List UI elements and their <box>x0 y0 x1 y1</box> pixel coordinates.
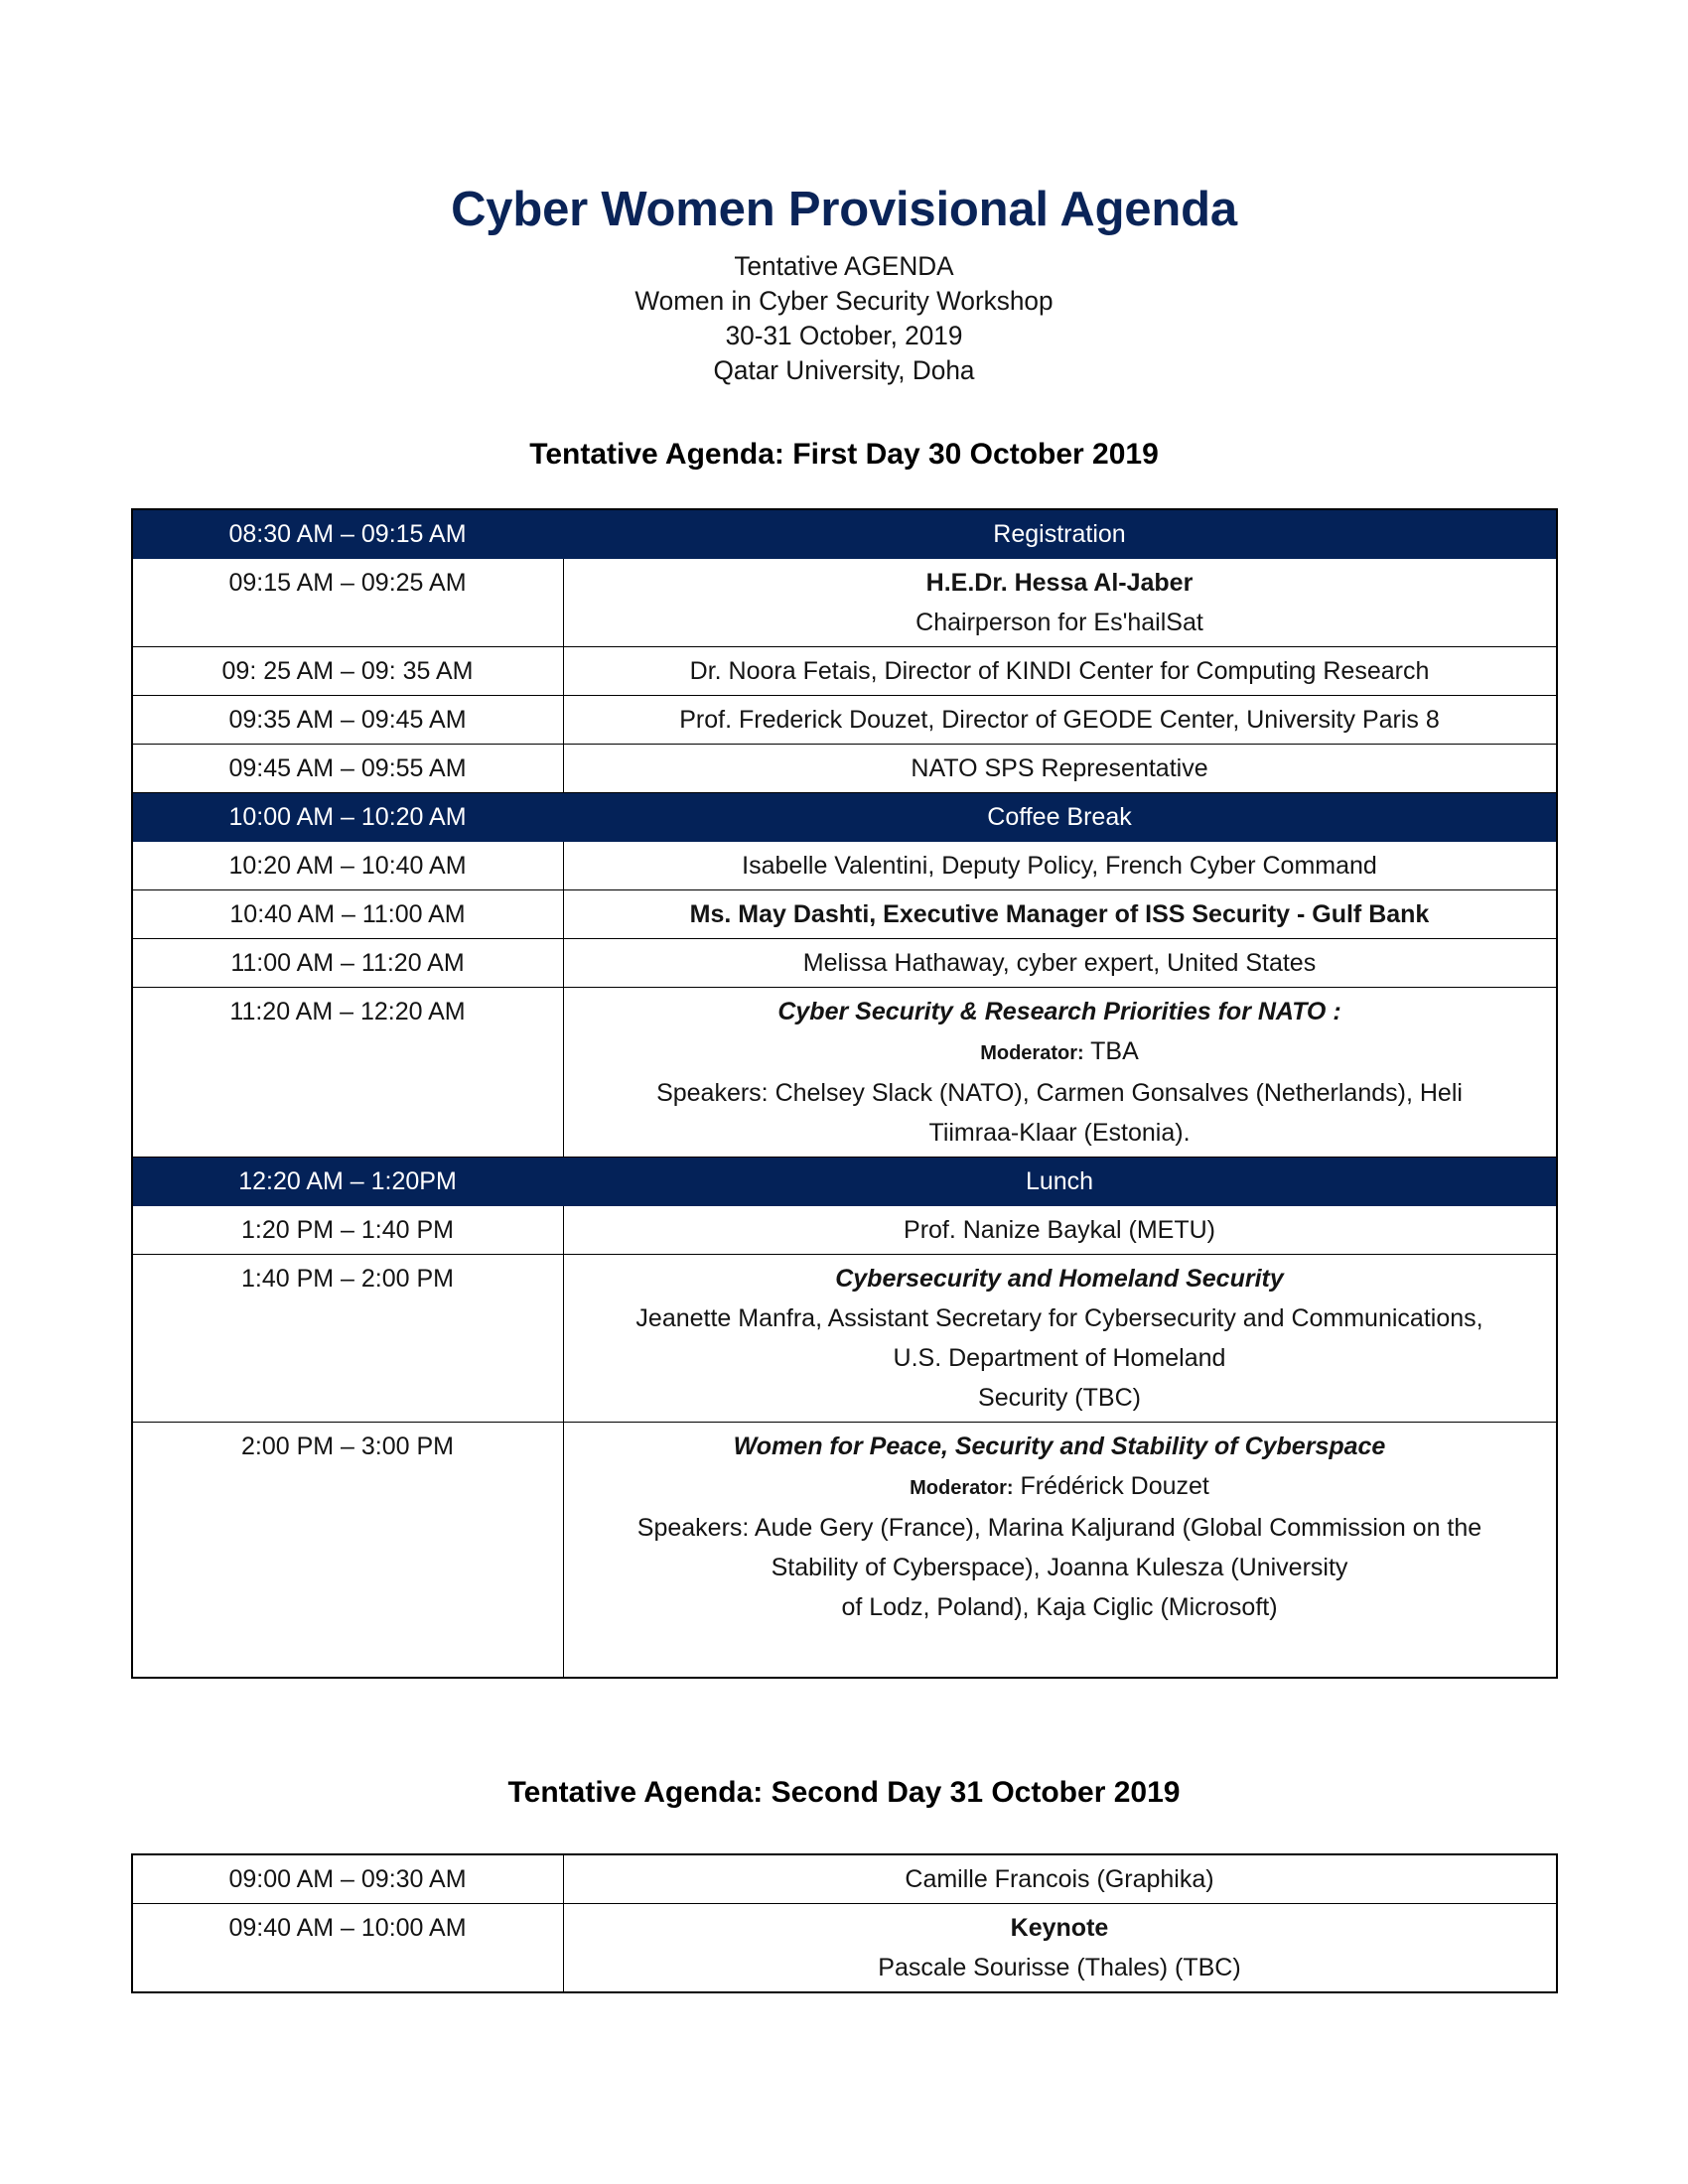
row-description-line: Camille Francois (Graphika) <box>905 1865 1214 1894</box>
row-description-cell <box>563 559 1557 647</box>
row-time-cell: 10:20 AM – 10:40 AM <box>132 842 564 890</box>
row-time-cell: 10:40 AM – 11:00 AM <box>132 890 564 939</box>
row-description-line: Chairperson for Es'hailSat <box>915 609 1203 637</box>
table-row <box>132 1423 1557 1679</box>
row-description-cell <box>563 1206 1557 1255</box>
row-time-cell: 2:00 PM – 3:00 PM <box>132 1423 564 1679</box>
row-description-line: Coffee Break <box>987 803 1132 832</box>
row-time-cell: 11:00 AM – 11:20 AM <box>132 939 564 988</box>
row-description-line: Pascale Sourisse (Thales) (TBC) <box>878 1954 1241 1982</box>
row-description-line: Prof. Frederick Douzet, Director of GEODE Center, University Paris 8 <box>679 706 1440 735</box>
row-description-line: Prof. Nanize Baykal (METU) <box>904 1216 1215 1245</box>
day1-agenda-table <box>131 508 1558 1679</box>
table-row <box>132 939 1557 988</box>
row-description-cell <box>563 1158 1557 1206</box>
row-trailing-space <box>570 1627 1550 1673</box>
row-time-cell: 1:40 PM – 2:00 PM <box>132 1255 564 1423</box>
page-title: Cyber Women Provisional Agenda <box>451 183 1237 236</box>
row-description-line: NATO SPS Representative <box>911 754 1208 783</box>
row-time-cell: 1:20 PM – 1:40 PM <box>132 1206 564 1255</box>
row-description-line: U.S. Department of Homeland <box>893 1344 1226 1373</box>
row-description-cell <box>563 509 1557 559</box>
subtitle-line: 30-31 October, 2019 <box>725 321 963 351</box>
row-time-cell: 09:40 AM – 10:00 AM <box>132 1904 564 1993</box>
row-description-line: Speakers: Chelsey Slack (NATO), Carmen Gonsalves (Netherlands), Heli <box>656 1079 1463 1108</box>
row-description-line: H.E.Dr. Hessa Al-Jaber <box>925 569 1194 598</box>
table-row <box>132 1255 1557 1423</box>
row-time-cell: 08:30 AM – 09:15 AM <box>132 509 564 559</box>
day1-table-body <box>132 509 1557 1678</box>
row-description-line: Stability of Cyberspace), Joanna Kulesza (University <box>771 1554 1348 1582</box>
row-description-cell <box>563 793 1557 842</box>
table-row <box>132 1854 1557 1904</box>
day2-heading-wrap <box>0 1679 1688 1810</box>
row-description-cell <box>563 988 1557 1158</box>
subtitle-block <box>0 249 1688 388</box>
table-row <box>132 647 1557 696</box>
row-description-line: Ms. May Dashti, Executive Manager of ISS Security - Gulf Bank <box>689 900 1430 929</box>
row-description-line <box>570 1466 1550 1508</box>
row-time-cell: 09: 25 AM – 09: 35 AM <box>132 647 564 696</box>
table-row <box>132 1206 1557 1255</box>
row-time-cell: 12:20 AM – 1:20PM <box>132 1158 564 1206</box>
row-time-cell: 09:35 AM – 09:45 AM <box>132 696 564 745</box>
row-description-line: Speakers: Aude Gery (France), Marina Kaljurand (Global Commission on the <box>636 1514 1482 1543</box>
table-row <box>132 1904 1557 1993</box>
moderator-label: Moderator: <box>980 1042 1084 1065</box>
table-row <box>132 1158 1557 1206</box>
day1-heading-wrap <box>0 388 1688 472</box>
table-row <box>132 793 1557 842</box>
table-row <box>132 559 1557 647</box>
subtitle-line: Qatar University, Doha <box>713 355 975 386</box>
row-description-cell <box>563 696 1557 745</box>
row-time-cell: 09:45 AM – 09:55 AM <box>132 745 564 793</box>
row-description-cell <box>563 1904 1557 1993</box>
row-description-line: Women for Peace, Security and Stability of Cyberspace <box>733 1433 1386 1461</box>
row-description-line: Dr. Noora Fetais, Director of KINDI Center for Computing Research <box>689 657 1430 686</box>
day1-heading: Tentative Agenda: First Day 30 October 2019 <box>529 438 1159 472</box>
table-row <box>132 745 1557 793</box>
subtitle-line: Women in Cyber Security Workshop <box>634 286 1054 317</box>
row-time-cell: 10:00 AM – 10:20 AM <box>132 793 564 842</box>
row-description-line: Lunch <box>1025 1167 1094 1196</box>
table-row <box>132 890 1557 939</box>
row-description-line: Tiimraa-Klaar (Estonia). <box>928 1119 1191 1148</box>
row-description-line <box>570 1031 1550 1073</box>
row-description-cell <box>563 939 1557 988</box>
row-description-line: of Lodz, Poland), Kaja Ciglic (Microsoft) <box>841 1593 1278 1622</box>
row-description-cell <box>563 842 1557 890</box>
row-description-line: Jeanette Manfra, Assistant Secretary for Cybersecurity and Communications, <box>635 1304 1483 1333</box>
table-row <box>132 509 1557 559</box>
moderator-name: Frédérick Douzet <box>1013 1472 1209 1501</box>
moderator-name: TBA <box>1083 1037 1139 1066</box>
row-description-line: Cybersecurity and Homeland Security <box>835 1265 1284 1294</box>
row-description-line: Security (TBC) <box>978 1384 1141 1413</box>
table-row <box>132 988 1557 1158</box>
subtitle-line: Tentative AGENDA <box>734 251 954 282</box>
row-description-line: Melissa Hathaway, cyber expert, United States <box>802 949 1317 978</box>
row-description-cell <box>563 745 1557 793</box>
row-time-cell: 09:15 AM – 09:25 AM <box>132 559 564 647</box>
row-time-cell: 11:20 AM – 12:20 AM <box>132 988 564 1158</box>
table-row <box>132 842 1557 890</box>
day2-table-body <box>132 1854 1557 1992</box>
row-description-cell <box>563 1255 1557 1423</box>
row-description-cell <box>563 647 1557 696</box>
row-description-line: Keynote <box>1010 1914 1109 1943</box>
day2-agenda-table <box>131 1853 1558 1993</box>
row-description-line: Cyber Security & Research Priorities for NATO : <box>777 998 1341 1026</box>
row-description-cell <box>563 1423 1557 1679</box>
day2-heading: Tentative Agenda: Second Day 31 October 2019 <box>507 1776 1181 1810</box>
table-row <box>132 696 1557 745</box>
row-description-line: Registration <box>993 520 1126 549</box>
row-time-cell: 09:00 AM – 09:30 AM <box>132 1854 564 1904</box>
row-description-cell <box>563 890 1557 939</box>
row-description-line: Isabelle Valentini, Deputy Policy, French Cyber Command <box>742 852 1377 881</box>
moderator-label: Moderator: <box>910 1477 1014 1500</box>
row-description-cell <box>563 1854 1557 1904</box>
